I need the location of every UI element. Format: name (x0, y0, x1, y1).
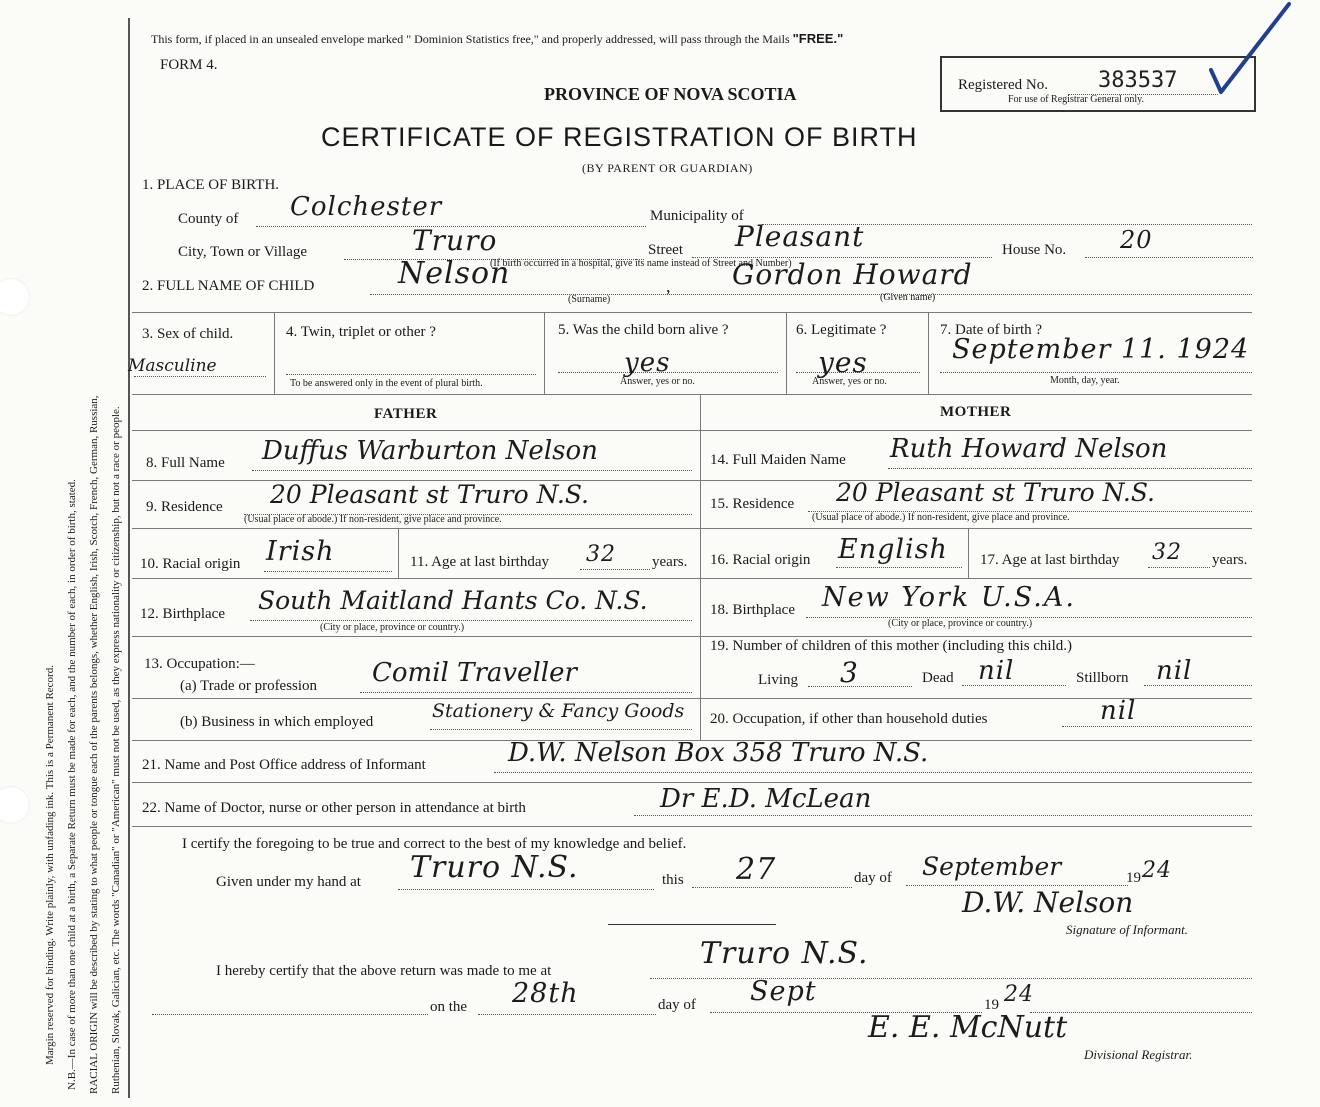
father-racial-line (264, 571, 392, 572)
informant-signature-caption: Signature of Informant. (1066, 922, 1188, 937)
given-day-of-label: day of (854, 870, 892, 886)
trade-value: Comil Traveller (372, 658, 577, 688)
binding-margin-rule (128, 18, 130, 1098)
sex-value: Masculine (128, 356, 217, 376)
row-12-rule (132, 636, 1252, 637)
col-divider-10-11 (398, 528, 399, 578)
city-value: Truro (412, 224, 498, 257)
given-month-value: September (922, 852, 1062, 881)
legitimate-answer-note: Answer, yes or no. (812, 376, 887, 387)
mother-heading: MOTHER (940, 404, 1012, 420)
registrar-place-line (650, 978, 1252, 979)
form-number: FORM 4. (160, 57, 218, 73)
father-name-value: Duffus Warburton Nelson (262, 436, 598, 466)
father-age-value: 32 (586, 542, 616, 567)
registrar-day-of-label: day of (658, 997, 696, 1013)
mother-racial-label: 16. Racial origin (710, 552, 811, 568)
mother-name-line (888, 468, 1252, 469)
trade-line (360, 692, 692, 693)
informant-line (494, 772, 1252, 773)
father-birthplace-note: (City or place, province or country.) (320, 622, 465, 633)
mother-residence-note: (Usual place of abode.) If non-resident, give place and province. (812, 512, 1070, 523)
registered-number: 383537 (1098, 68, 1178, 93)
father-age-line (580, 569, 650, 570)
certification-statement: I certify the foregoing to be true and correct to the best of my knowledge and belief. (182, 836, 687, 852)
father-residence-label: 9. Residence (146, 499, 223, 515)
given-year-prefix: 19 (1126, 870, 1141, 886)
stillborn-value: nil (1156, 656, 1193, 686)
father-residence-value: 20 Pleasant st Truro N.S. (270, 480, 590, 509)
city-label: City, Town or Village (178, 244, 308, 260)
father-residence-note: (Usual place of abode.) If non-resident, give place and province. (244, 514, 502, 525)
col-divider-6-7 (928, 312, 929, 394)
legitimate-label: 6. Legitimate ? (796, 322, 887, 338)
house-value: 20 (1120, 226, 1153, 254)
living-label: Living (758, 672, 798, 688)
margin-note-racial-origin: RACIAL ORIGIN will be described by stating to what people or tongue each of the parents belongs, whether English, Irish, Scotch, French, German, Russian, (88, 395, 100, 1094)
street-value: Pleasant (735, 220, 865, 253)
attendant-label: 22. Name of Doctor, nurse or other person in attendance at birth (142, 800, 526, 816)
mother-age-label: 17. Age at last birthday (980, 552, 1120, 568)
children-count-label: 19. Number of children of this mother (including this child.) (710, 638, 1073, 654)
mother-birthplace-value: New York U.S.A. (822, 582, 1076, 613)
row-9-rule (132, 528, 1252, 529)
mail-free-text: "FREE." (792, 31, 844, 46)
dob-value: September 11. 1924 (952, 334, 1250, 365)
mail-notice (151, 31, 843, 47)
registrar-day-line (478, 1014, 656, 1015)
living-value: 3 (840, 656, 859, 689)
province-title: PROVINCE OF NOVA SCOTIA (544, 84, 797, 104)
given-day-line (692, 887, 852, 888)
father-birthplace-value: South Maitland Hants Co. N.S. (258, 586, 648, 615)
informant-label: 21. Name and Post Office address of Informant (142, 757, 426, 773)
row-21-rule (132, 782, 1252, 783)
this-label: this (662, 872, 684, 888)
margin-note-binding: Margin reserved for binding. Write plainly, with unfading ink. This is a Permanent Record. (44, 665, 56, 1065)
attendant-value: Dr E.D. McLean (660, 784, 872, 814)
row-22-rule (132, 826, 1252, 827)
mother-occupation-label: 20. Occupation, if other than household duties (710, 711, 988, 727)
parents-divider (700, 394, 701, 740)
father-name-label: 8. Full Name (146, 455, 225, 471)
row-10-rule (132, 578, 1252, 579)
registrar-caption: Divisional Registrar. (1084, 1047, 1193, 1062)
business-value: Stationery & Fancy Goods (432, 700, 685, 722)
father-racial-value: Irish (266, 536, 335, 567)
mother-name-value: Ruth Howard Nelson (890, 434, 1168, 464)
county-label: County of (178, 211, 239, 227)
father-birthplace-label: 12. Birthplace (140, 606, 225, 622)
father-occupation-label: 13. Occupation:— (144, 656, 255, 672)
municipality-label: Municipality of (650, 208, 744, 224)
mother-name-label: 14. Full Maiden Name (710, 452, 846, 468)
child-given-name: Gordon Howard (732, 258, 973, 291)
dob-line (940, 372, 1252, 373)
punch-hole-bottom (0, 786, 30, 824)
business-line (430, 729, 692, 730)
twin-note: To be answered only in the event of plural birth. (290, 378, 483, 389)
dob-label: 7. Date of birth ? (940, 322, 1043, 338)
child-name-label: 2. FULL NAME OF CHILD (142, 278, 315, 294)
father-age-label: 11. Age at last birthday (410, 554, 549, 570)
given-under-label: Given under my hand at (216, 874, 361, 890)
punch-hole-top (0, 278, 30, 316)
hospital-note: (If birth occurred in a hospital, give its name instead of Street and Number) (490, 258, 792, 269)
street-label: Street (648, 242, 683, 258)
registrar-place-value: Truro N.S. (700, 936, 869, 971)
col-divider-4-5 (544, 312, 545, 394)
mother-age-line (1148, 567, 1210, 568)
dead-value: nil (978, 656, 1015, 686)
given-year-value: 24 (1142, 858, 1172, 883)
row-13a-rule (132, 698, 1252, 699)
house-line (1085, 257, 1253, 258)
mother-occupation-value: nil (1100, 696, 1137, 726)
place-of-birth-heading: 1. PLACE OF BIRTH. (142, 177, 280, 193)
registered-label: Registered No. (958, 77, 1048, 93)
col-divider-16-17 (968, 528, 969, 578)
business-label: (b) Business in which employed (180, 714, 374, 730)
sex-label: 3. Sex of child. (142, 326, 234, 342)
col-divider-3-4 (274, 312, 275, 394)
given-place-line (398, 889, 654, 890)
mail-notice-text: This form, if placed in an unsealed envelope marked " Dominion Statistics free," and properly addressed, will pass through the Mails (151, 32, 793, 46)
father-name-line (252, 470, 692, 471)
comma-separator: , (666, 276, 671, 296)
legitimate-value: yes (818, 346, 868, 379)
page-title: CERTIFICATE OF REGISTRATION OF BIRTH (321, 122, 918, 152)
father-racial-label: 10. Racial origin (140, 556, 241, 572)
registrar-signature: E. E. McNutt (868, 1010, 1068, 1045)
check-mark-icon (1205, 0, 1295, 100)
father-heading: FATHER (374, 406, 438, 422)
given-name-caption: (Given name) (880, 292, 936, 303)
page-subtitle: (BY PARENT OR GUARDIAN) (582, 161, 753, 175)
county-value: Colchester (290, 192, 443, 222)
informant-value: D.W. Nelson Box 358 Truro N.S. (508, 738, 929, 768)
father-years-label: years. (652, 554, 688, 570)
mother-racial-value: English (838, 534, 948, 565)
alive-value: yes (624, 348, 671, 378)
registrar-year-prefix: 19 (984, 997, 999, 1013)
parents-top-rule (132, 394, 1252, 395)
child-name-line (370, 294, 1252, 295)
registrar-on-label: on the (430, 999, 468, 1015)
informant-signature: D.W. Nelson (962, 886, 1134, 919)
given-sub-rule (608, 924, 776, 925)
alive-answer-note: Answer, yes or no. (620, 376, 695, 387)
twin-label: 4. Twin, triplet or other ? (286, 324, 436, 340)
living-line (808, 686, 912, 687)
registrar-month-value: Sept (750, 976, 817, 1007)
father-birthplace-line (250, 620, 692, 621)
margin-note-racial-origin-cont: Ruthenian, Slovak, Galician, etc. The words "Canadian" or "American" must not be used, as they express nationality or citizenship, but not a race or people. (110, 406, 122, 1094)
alive-label: 5. Was the child born alive ? (558, 322, 729, 338)
given-day-value: 27 (736, 852, 777, 887)
mother-birthplace-note: (City or place, province or country.) (888, 618, 1033, 629)
col-divider-5-6 (786, 312, 787, 394)
trade-label: (a) Trade or profession (180, 678, 318, 694)
mother-residence-value: 20 Pleasant st Truro N.S. (836, 478, 1156, 507)
row-top-rule (132, 312, 1252, 313)
house-label: House No. (1002, 242, 1067, 258)
mother-age-value: 32 (1152, 540, 1182, 565)
registrar-day-value: 28th (512, 978, 579, 1009)
stillborn-label: Stillborn (1076, 670, 1129, 686)
mother-birthplace-label: 18. Birthplace (710, 602, 795, 618)
registered-note: For use of Registrar General only. (1008, 94, 1144, 105)
child-surname: Nelson (398, 256, 511, 291)
attendant-line (634, 815, 1252, 816)
mother-occupation-line (1062, 726, 1252, 727)
father-heading-rule (132, 430, 1252, 431)
mother-residence-label: 15. Residence (710, 496, 795, 512)
mother-racial-line (836, 567, 962, 568)
sex-line (134, 376, 266, 377)
margin-note-separate-return: N.B.—In case of more than one child at a birth, a Separate Return must be made for each, and the number of each, in order of birth, stated. (66, 479, 78, 1090)
given-place-value: Truro N.S. (410, 850, 579, 885)
surname-caption: (Surname) (568, 294, 611, 305)
registrar-statement: I hereby certify that the above return was made to me at (216, 963, 552, 979)
registrar-year-value: 24 (1004, 982, 1034, 1007)
mother-years-label: years. (1212, 552, 1248, 568)
dob-caption: Month, day, year. (1050, 375, 1120, 386)
registrar-on-lead-line (152, 1014, 428, 1015)
dead-label: Dead (922, 670, 954, 686)
twin-line (286, 374, 536, 375)
